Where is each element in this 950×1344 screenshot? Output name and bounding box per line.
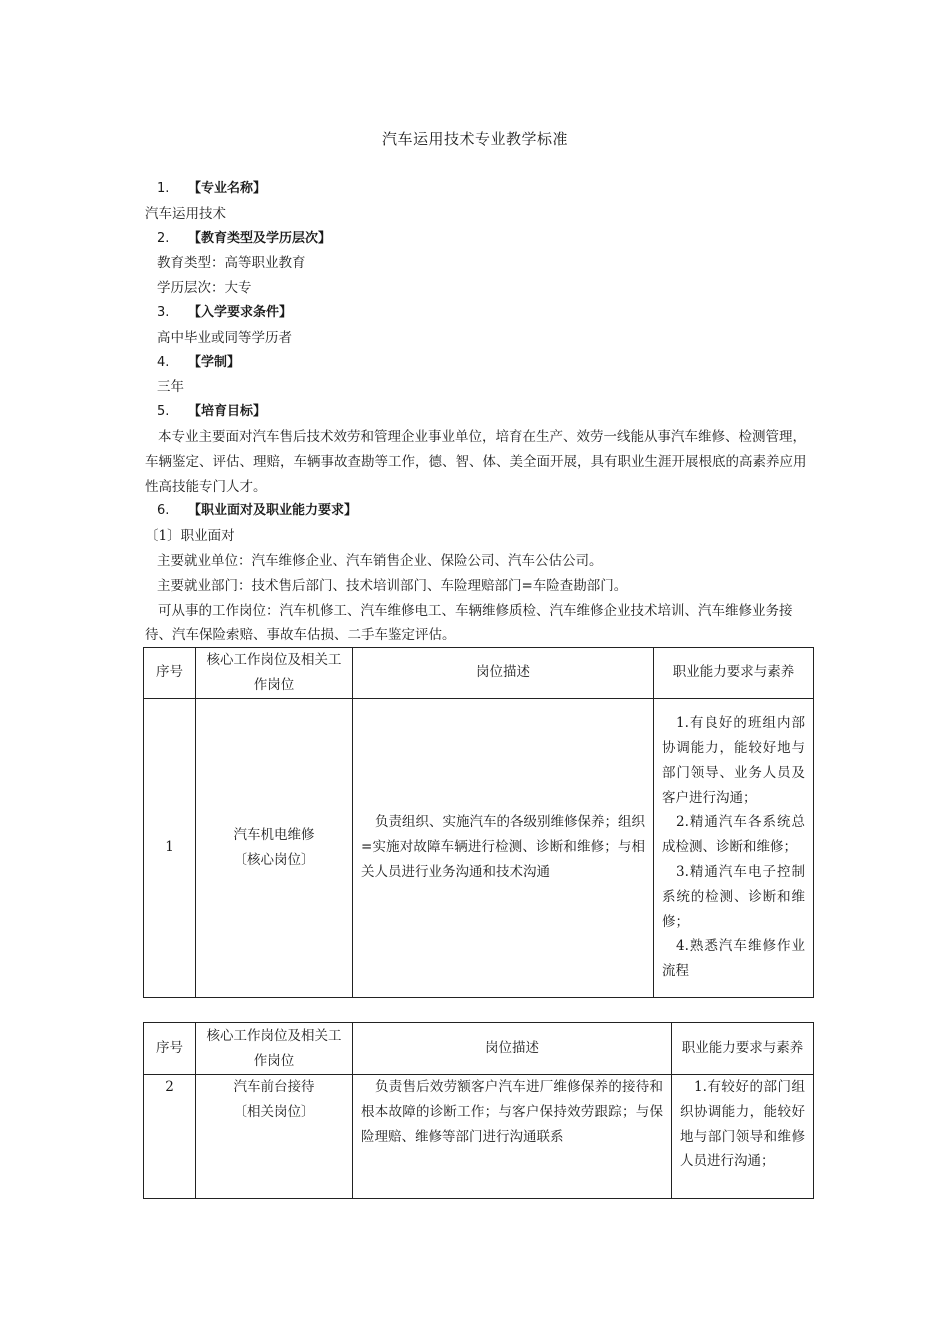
section-paragraph: 本专业主要面对汽车售后技术效劳和管理企业事业单位，培育在生产、效劳一线能从事汽车维修、检测管理，车辆鉴定、评估、理赔，车辆事故查勘等工作，德、智、体、美全面开展，具有职业生涯开展根底的高素养应用性高技能专门人才。: [145, 428, 807, 495]
position-tag: 〔核心岗位〕: [233, 851, 315, 868]
section-text: 主要就业部门：技术售后部门、技术培训部门、车险理赔部门=车险查勘部门。: [157, 577, 628, 594]
header-cell: 序号: [144, 1023, 196, 1075]
requirement-item: 2.精通汽车各系统总成检测、诊断和维修；: [662, 814, 805, 856]
section-heading-6: 6. 【职业面对及职业能力要求】: [157, 503, 358, 519]
requirement-item: 3.精通汽车电子控制系统的检测、诊断和维修；: [662, 863, 805, 930]
table-row: [144, 1075, 814, 1199]
section-text: 学历层次：大专: [157, 280, 252, 297]
section-text: 教育类型：高等职业教育: [157, 255, 306, 272]
section-heading-3: 3. 【入学要求条件】: [157, 304, 293, 320]
position-tag: 〔相关岗位〕: [233, 1103, 315, 1120]
row-number: 1: [144, 698, 196, 997]
header-cell: 职业能力要求与素养: [672, 1023, 814, 1075]
subsection-title: 〔1〕职业面对: [145, 528, 235, 545]
job-table-1: [143, 647, 814, 998]
requirements-cell: [672, 1075, 814, 1199]
document-title: 汽车运用技术专业教学标准: [381, 130, 568, 148]
row-number: 2: [144, 1075, 196, 1199]
position-cell: [196, 1075, 353, 1199]
document-body: [145, 177, 813, 648]
description-cell: 负责组织、实施汽车的各级别维修保养；组织=实施对故障车辆进行检测、诊断和维修；与相关人员进行业务沟通和技术沟通: [353, 698, 654, 997]
requirement-item: 4.熟悉汽车维修作业流程: [662, 938, 805, 980]
section-text: 主要就业单位：汽车维修企业、汽车销售企业、保险公司、汽车公估公司。: [157, 552, 603, 569]
position-name: 汽车机电维修: [233, 826, 315, 843]
requirement-item: 1.有良好的班组内部协调能力，能较好地与部门领导、业务人员及客户进行沟通；: [662, 715, 805, 806]
header-cell: 核心工作岗位及相关工作岗位: [196, 648, 353, 699]
section-text: 汽车运用技术: [145, 205, 226, 222]
section-text: 三年: [157, 379, 184, 396]
table-row: [144, 698, 814, 997]
section-heading-1: 1. 【专业名称】: [157, 181, 267, 196]
section-text: 高中毕业或同等学历者: [157, 329, 292, 346]
table-header-row: [144, 648, 814, 699]
description-cell: 负责售后效劳额客户汽车进厂维修保养的接待和根本故障的诊断工作；与客户保持效劳跟踪；与保险理赔、维修等部门进行沟通联系: [353, 1075, 672, 1199]
section-heading-2: 2. 【教育类型及学历层次】: [157, 230, 332, 246]
header-cell: 序号: [144, 648, 196, 699]
table-header-row: [144, 1023, 814, 1075]
header-cell: 核心工作岗位及相关工作岗位: [196, 1023, 353, 1075]
position-name: 汽车前台接待: [233, 1079, 315, 1095]
header-cell: 岗位描述: [353, 648, 654, 699]
header-cell: 岗位描述: [353, 1023, 672, 1075]
position-cell: [196, 698, 353, 997]
section-paragraph: 可从事的工作岗位：汽车机修工、汽车维修电工、车辆维修质检、汽车维修企业技术培训、汽车维修业务接待、汽车保险索赔、事故车估损、二手车鉴定评估。: [145, 602, 793, 644]
requirement-item: 1.有较好的部门组织协调能力，能较好地与部门领导和维修人员进行沟通；: [680, 1079, 805, 1170]
section-heading-4: 4. 【学制】: [157, 354, 241, 370]
section-heading-5: 5. 【培育目标】: [157, 404, 267, 420]
header-cell: 职业能力要求与素养: [654, 648, 814, 699]
requirements-cell: [654, 698, 814, 997]
job-table-2: [143, 1022, 814, 1199]
